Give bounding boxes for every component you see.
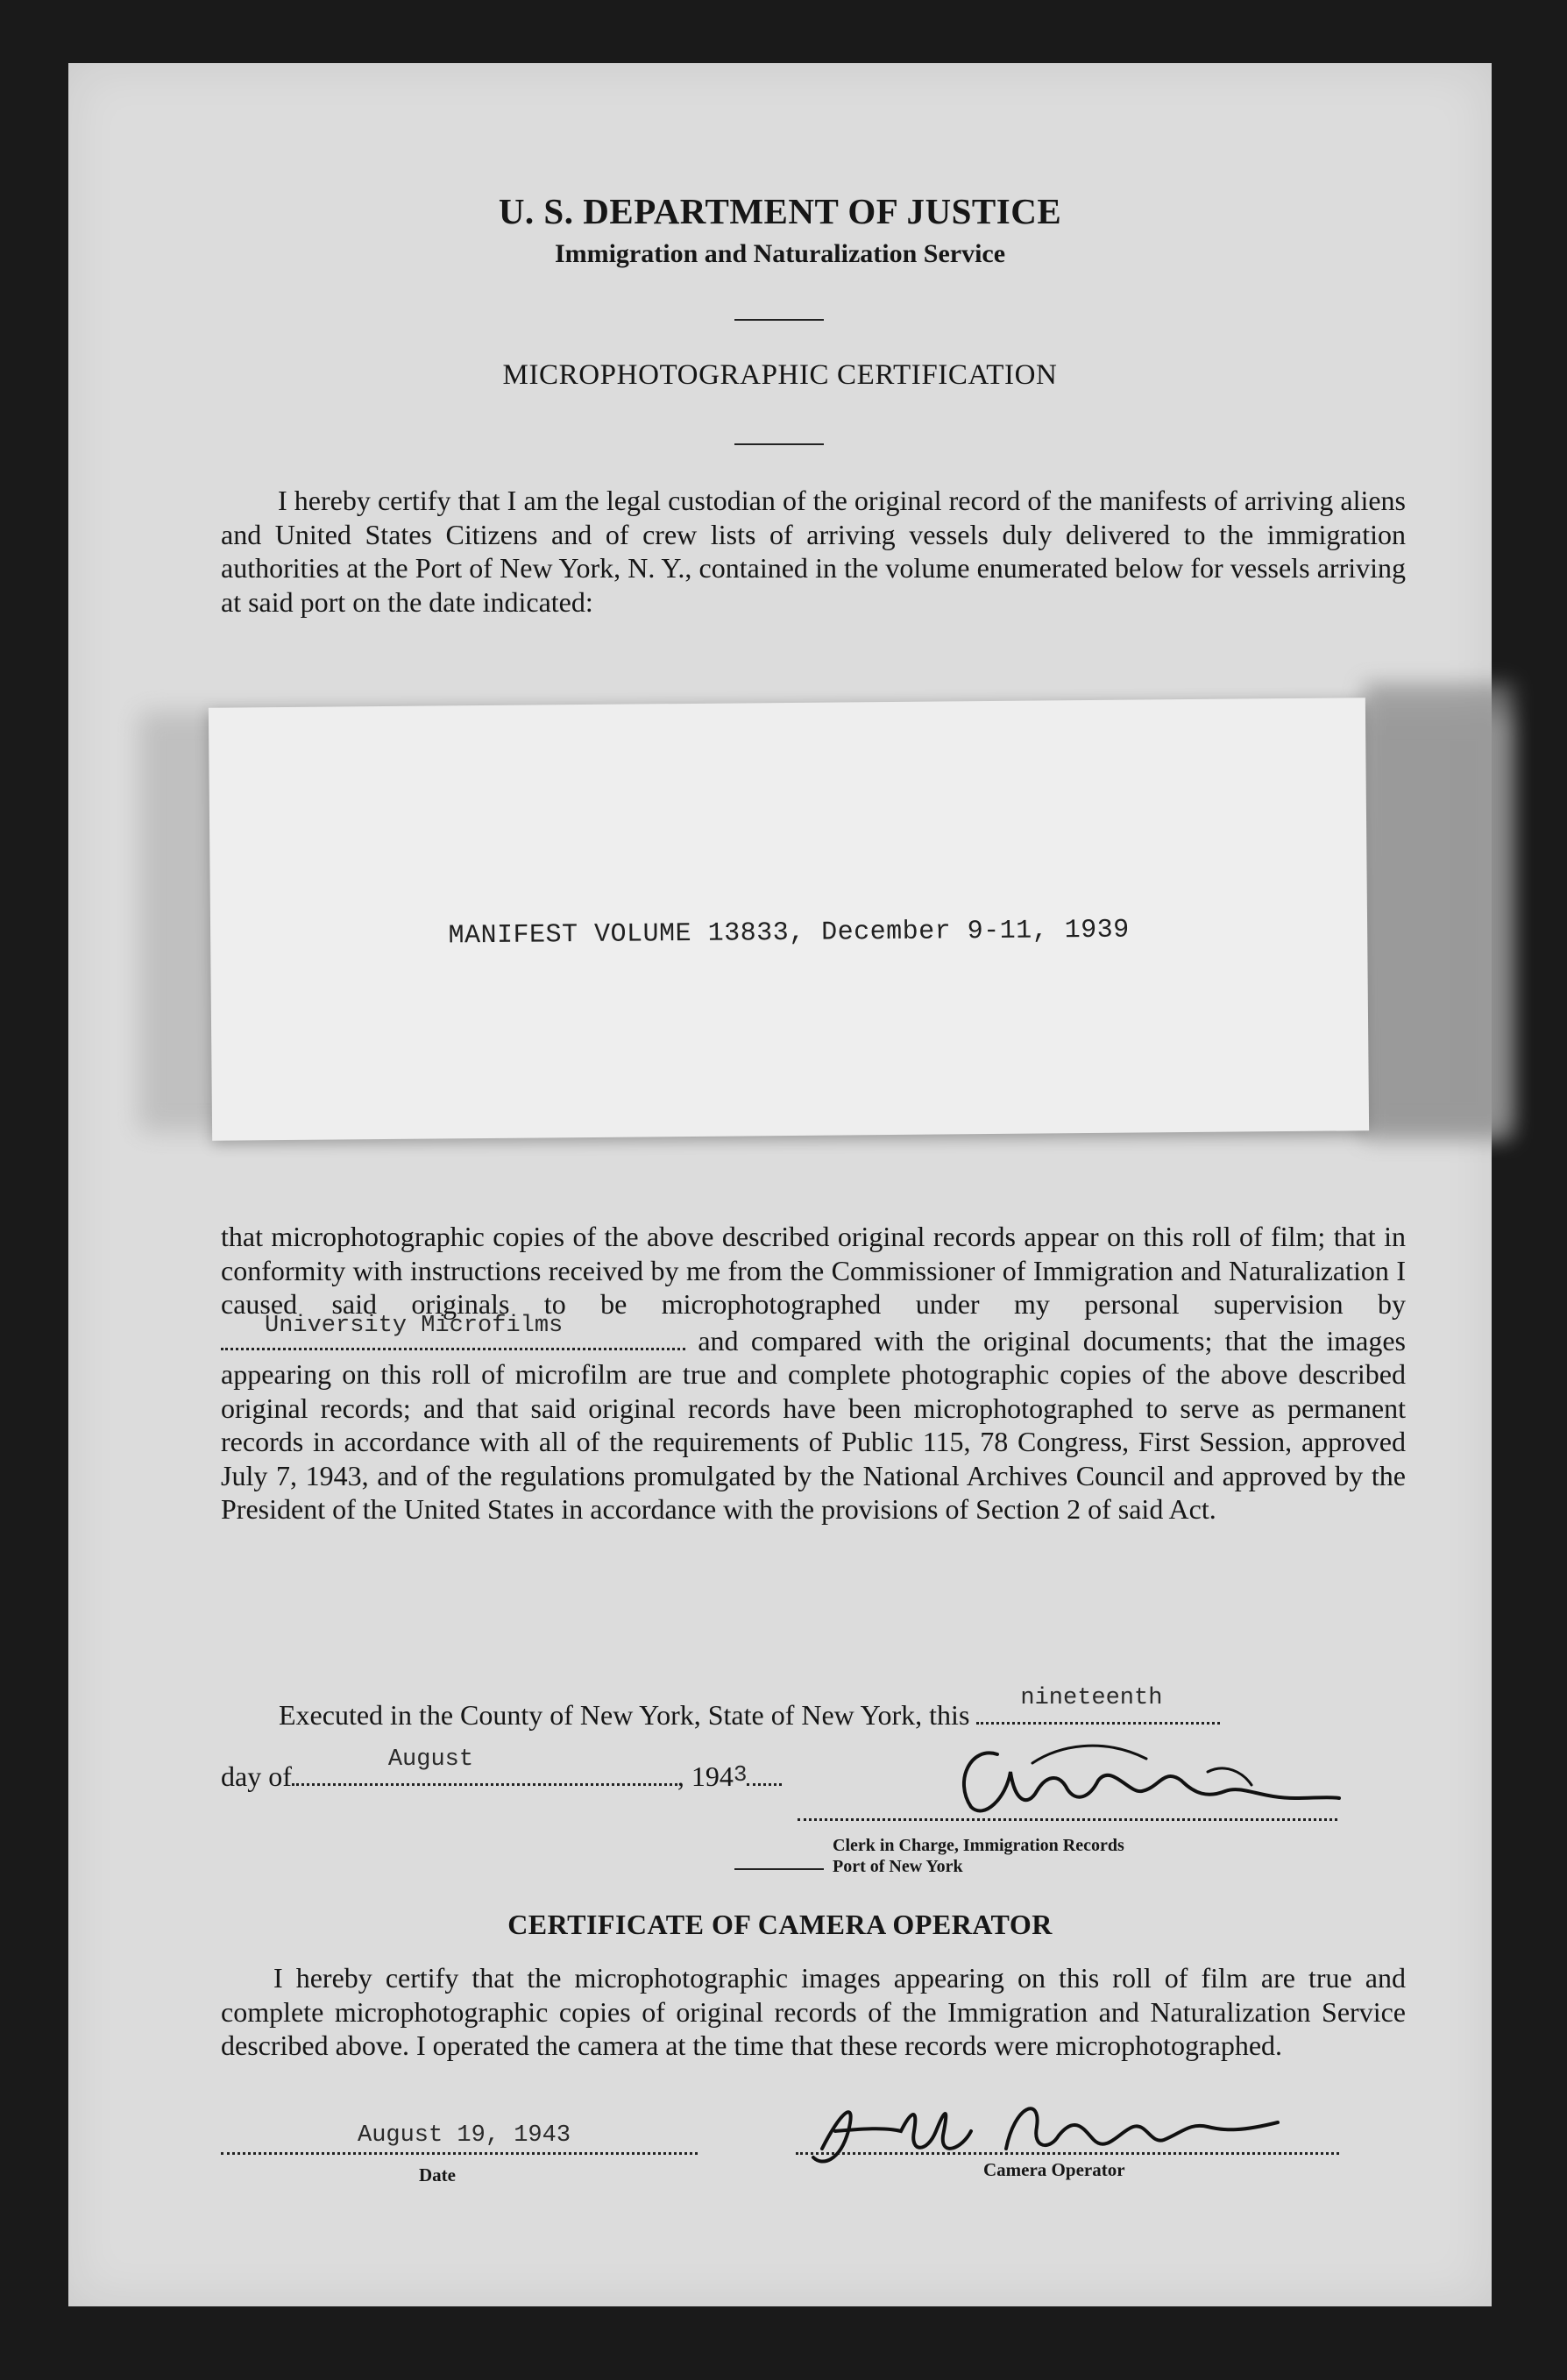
execution-prefix: Executed in the County of New York, State of New York, this [279,1699,970,1731]
camera-date-label: Date [419,2164,456,2185]
date-line [221,1746,782,1793]
execution-day-value: nineteenth [1020,1685,1163,1711]
certification-body [221,1220,1406,1526]
clerk-title-line1: Clerk in Charge, Immigration Records [833,1836,1124,1855]
certification-body-part2: and compared with the original documents; that the images appearing on this roll of microfilm are true and complete photographic copies of the above described original records; and that said original records have been microphotographed to serve as permanent records in accordance with all of the requirements of Public 115, 78 Congress, First Session, approved July 7, 1943, and of the regulations promulgated by the National Archives Council and approved by the President of the United States in accordance with the provisions of Section 2 of said Act. [221,1324,1407,1525]
certification-intro: I hereby certify that I am the legal custodian of the original record of the manifests of arriving aliens and United States Citizens and of crew lists of arriving vessels duly delivered to the immigration authorities at the Port of New York, N. Y., contained in the volume enumerated below for vessels arriving at said port on the date indicated: [221,485,1406,618]
month-field [292,1746,677,1786]
certification-title: MICROPHOTOGRAPHIC CERTIFICATION [502,359,1058,391]
clerk-title-line2: Port of New York [833,1857,963,1876]
year-prefix: , 194 [677,1760,734,1792]
clerk-title [833,1835,1124,1877]
department-heading: U. S. DEPARTMENT OF JUSTICE [498,191,1062,231]
microfilmer-field [221,1312,685,1350]
slip-shadow-edge [1364,684,1513,1139]
divider-rule [734,443,824,445]
service-subheading: Immigration and Naturalization Service [554,239,1006,268]
manifest-volume-text: MANIFEST VOLUME 13833, December 9-11, 1939 [448,915,1130,952]
year-field [734,1760,783,1792]
day-of-label: day of [221,1760,292,1792]
camera-date-line [221,2152,698,2155]
year-dots [747,1757,782,1786]
year-digit: 3 [733,1761,748,1788]
camera-operator-label: Camera Operator [983,2159,1125,2180]
certification-body-part1: that microphotographic copies of the above described original records appear on this roll of film; that in conformity with instructions received by me from the Commissioner of Immigration and Naturalization I caused said originals to be microphotographed under my personal supervision by [221,1221,1406,1320]
clerk-signature-image [945,1711,1348,1824]
microfilmer-value: University Microfilms [265,1312,564,1339]
month-value: August [387,1746,474,1773]
camera-date-value: August 19, 1943 [358,2122,571,2149]
divider-rule [734,319,824,321]
document-page [68,63,1492,2306]
manifest-slip [209,698,1369,1141]
divider-rule [734,1868,824,1870]
camera-certificate-text: I hereby certify that the microphotographic images appearing on this roll of film are true and complete microphotographic copies of original records of the Immigration and Naturalization Service described above. I operated the camera at the time that these records were microphotographed. [221,1962,1406,2061]
camera-certificate-heading: CERTIFICATE OF CAMERA OPERATOR [507,1909,1053,1940]
